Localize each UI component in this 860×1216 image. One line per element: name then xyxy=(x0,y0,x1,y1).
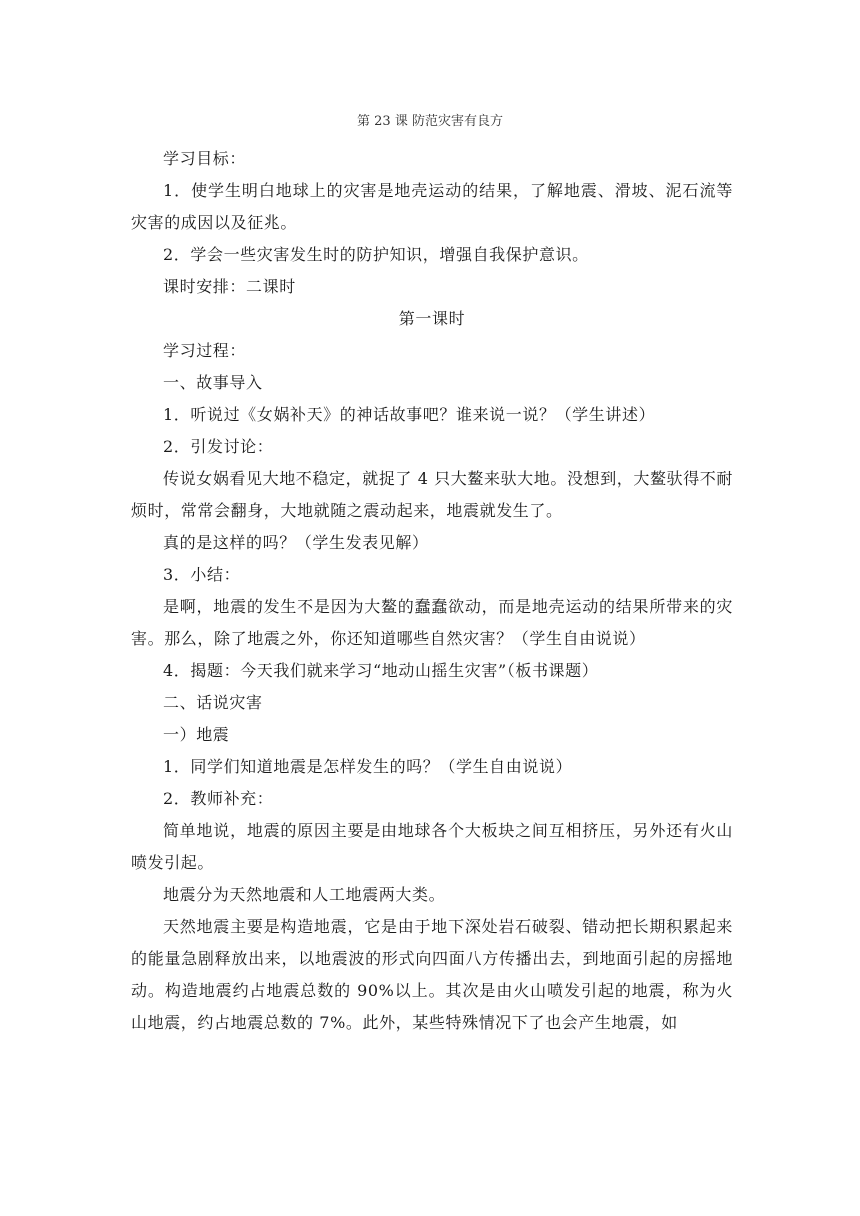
paragraph: 3．小结： xyxy=(163,565,241,584)
lesson-title: 第 23 课 防范灾害有良方 xyxy=(357,114,503,129)
paragraph: 课时安排：二课时 xyxy=(163,277,296,296)
paragraph: 2．引发讨论： xyxy=(163,437,274,456)
paragraph: 是啊，地震的发生不是因为大鳌的蠢蠢欲动，而是地壳运动的结果所带来的灾害。那么，除了地震之外，你还知道哪些自然灾害？（学生自由说说） xyxy=(131,597,733,648)
paragraph: 2．学会一些灾害发生时的防护知识，增强自我保护意识。 xyxy=(163,245,589,264)
paragraph: 二、话说灾害 xyxy=(163,693,263,712)
paragraph: 学习目标： xyxy=(163,149,247,168)
paragraph: 1．同学们知道地震是怎样发生的吗？（学生自由说说） xyxy=(163,757,573,776)
paragraph: 一、故事导入 xyxy=(163,373,263,392)
paragraph: 1．使学生明白地球上的灾害是地壳运动的结果，了解地震、滑坡、泥石流等灾害的成因以及征兆。 xyxy=(131,181,733,232)
paragraph: 一）地震 xyxy=(163,725,230,744)
document-body xyxy=(131,143,733,1039)
paragraph: 真的是这样的吗？（学生发表见解） xyxy=(163,533,429,552)
paragraph: 1．听说过《女娲补天》的神话故事吧？谁来说一说？（学生讲述） xyxy=(163,405,656,424)
section-heading: 第一课时 xyxy=(398,309,466,328)
paragraph: 2．教师补充： xyxy=(163,789,274,808)
paragraph: 学习过程： xyxy=(163,341,247,360)
paragraph: 4．揭题：今天我们就来学习“地动山摇生灾害”（板书课题） xyxy=(163,661,599,680)
paragraph: 天然地震主要是构造地震，它是由于地下深处岩石破裂、错动把长期积累起来的能量急剧释放出来，以地震波的形式向四面八方传播出去，到地面引起的房摇地动。构造地震约占地震总数的 90%以上。其次是由火山喷发引起的地震，称为火山地震，约占地震总数的 7%。此外，某些特殊情况下了也会产生地震，如 xyxy=(131,917,733,1032)
paragraph: 传说女娲看见大地不稳定，就捉了 4 只大鳌来驮大地。没想到，大鳌驮得不耐烦时，常常会翻身，大地就随之震动起来，地震就发生了。 xyxy=(131,469,733,520)
paragraph: 简单地说，地震的原因主要是由地球各个大板块之间互相挤压，另外还有火山喷发引起。 xyxy=(131,821,733,872)
paragraph: 地震分为天然地震和人工地震两大类。 xyxy=(163,885,446,904)
